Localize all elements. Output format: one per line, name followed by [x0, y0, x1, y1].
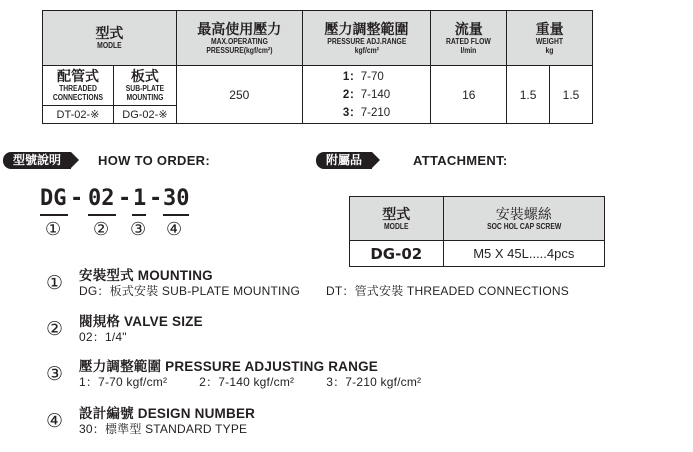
threaded-en2: CONNECTIONS — [52, 93, 104, 103]
legend-desc-item: 30：標準型 STANDARD TYPE — [79, 422, 248, 436]
pressure-ranges-cell — [302, 66, 431, 124]
pressure-ranges — [343, 68, 390, 122]
legend-marker: ④ — [46, 411, 64, 432]
legend-desc — [79, 328, 127, 345]
header-pressure-en2: PRESSURE(kgf/cm²) — [206, 45, 273, 55]
max-pressure-value: 250 — [176, 66, 302, 124]
code-underline — [88, 214, 116, 216]
header-model-zh: 型式 — [95, 25, 124, 42]
subplate-en1: SUB-PLATE — [125, 84, 165, 94]
header-model — [43, 11, 177, 66]
legend-marker: ② — [46, 319, 64, 340]
att-screw-zh: 安裝螺絲 — [495, 205, 552, 222]
att-model-en: MODLE — [384, 221, 409, 231]
subplate-model-code: DG-02-※ — [113, 105, 176, 123]
legend-desc-item: DT：管式安裝 THREADED CONNECTIONS — [326, 284, 569, 298]
legend-marker: ③ — [46, 364, 64, 385]
legend-marker: ① — [46, 273, 64, 294]
marker-3: ③ — [130, 219, 147, 239]
header-adjust-zh: 壓力調整範圍 — [324, 20, 409, 37]
att-header-model — [350, 197, 444, 241]
code-part-range: 1 — [133, 186, 147, 211]
code-dash: - — [149, 186, 163, 211]
header-flow-zh: 流量 — [454, 20, 483, 37]
subplate-zh: 板式 — [130, 68, 159, 85]
order-title: HOW TO ORDER: — [98, 153, 210, 168]
att-header-screw — [443, 197, 604, 241]
code-part-design: 30 — [163, 186, 190, 211]
legend-desc — [79, 420, 247, 437]
header-flow — [431, 11, 507, 66]
header-adjust-en2: kgf/cm² — [354, 45, 379, 55]
header-model-en: MODLE — [97, 41, 122, 51]
header-weight-en2: kg — [545, 45, 554, 55]
att-screw-value: M5 X 45L.....4pcs — [443, 241, 604, 267]
header-weight — [507, 11, 593, 66]
threaded-en1: THREADED — [59, 84, 97, 94]
legend-title: 閥規格 VALVE SIZE — [79, 314, 203, 329]
order-pill: 型號說明 — [3, 152, 71, 169]
legend-desc — [79, 282, 569, 299]
header-pressure — [176, 11, 302, 66]
code-dash: - — [118, 186, 132, 211]
legend-title: 設計編號 DESIGN NUMBER — [79, 406, 256, 421]
header-adjust-en1: PRESSURE ADJ.RANGE — [326, 36, 407, 46]
marker-4: ④ — [166, 219, 183, 239]
header-weight-en1: WEIGHT — [535, 36, 564, 46]
header-pressure-en1: MAX.OPERATING — [210, 36, 268, 46]
att-model-value: DG-02 — [350, 241, 444, 267]
code-dash: - — [70, 186, 84, 211]
header-adjust — [302, 11, 431, 66]
code-underline — [163, 214, 189, 216]
code-part-series: DG — [40, 186, 67, 211]
subplate-en2: MOUNTING — [126, 93, 164, 103]
legend-desc-item: 3：7-210 kgf/cm² — [326, 375, 422, 389]
range-row: 1：7-70 — [342, 70, 384, 83]
header-flow-en1: RATED FLOW — [446, 36, 492, 46]
legend-title: 安裝型式 MOUNTING — [79, 268, 213, 283]
legend-desc-item: 2：7-140 kgf/cm² — [199, 375, 295, 389]
attachment-pill: 附屬品 — [316, 152, 372, 169]
spec-table — [42, 10, 593, 124]
threaded-model-code: DT-02-※ — [43, 105, 114, 123]
legend-title: 壓力調整範圍 PRESSURE ADJUSTING RANGE — [79, 359, 378, 374]
code-underline — [132, 214, 146, 216]
weight-subplate-value: 1.5 — [550, 66, 593, 124]
marker-1: ① — [45, 219, 62, 239]
legend-desc-item: DG：板式安裝 SUB-PLATE MOUNTING — [79, 284, 300, 298]
threaded-type-cell — [43, 66, 114, 105]
legend-desc-item: 02：1/4" — [79, 330, 127, 344]
marker-2: ② — [93, 219, 110, 239]
attachment-title: ATTACHMENT: — [413, 153, 508, 168]
attachment-table — [349, 196, 605, 267]
legend-desc — [79, 373, 421, 390]
att-model-zh: 型式 — [382, 205, 411, 222]
range-row: 2：7-140 — [342, 88, 391, 101]
threaded-zh: 配管式 — [56, 68, 99, 85]
legend-desc-item: 1：7-70 kgf/cm² — [79, 375, 168, 389]
subplate-type-cell — [113, 66, 176, 105]
range-row: 3：7-210 — [342, 106, 391, 119]
code-underline — [40, 214, 68, 216]
header-flow-en2: l/min — [460, 45, 477, 55]
weight-threaded-value: 1.5 — [507, 66, 550, 124]
code-part-size: 02 — [88, 186, 115, 211]
flow-value: 16 — [431, 66, 507, 124]
att-screw-en: SOC HOL CAP SCREW — [486, 221, 561, 231]
header-weight-zh: 重量 — [535, 20, 564, 37]
header-pressure-zh: 最高使用壓力 — [197, 20, 282, 37]
